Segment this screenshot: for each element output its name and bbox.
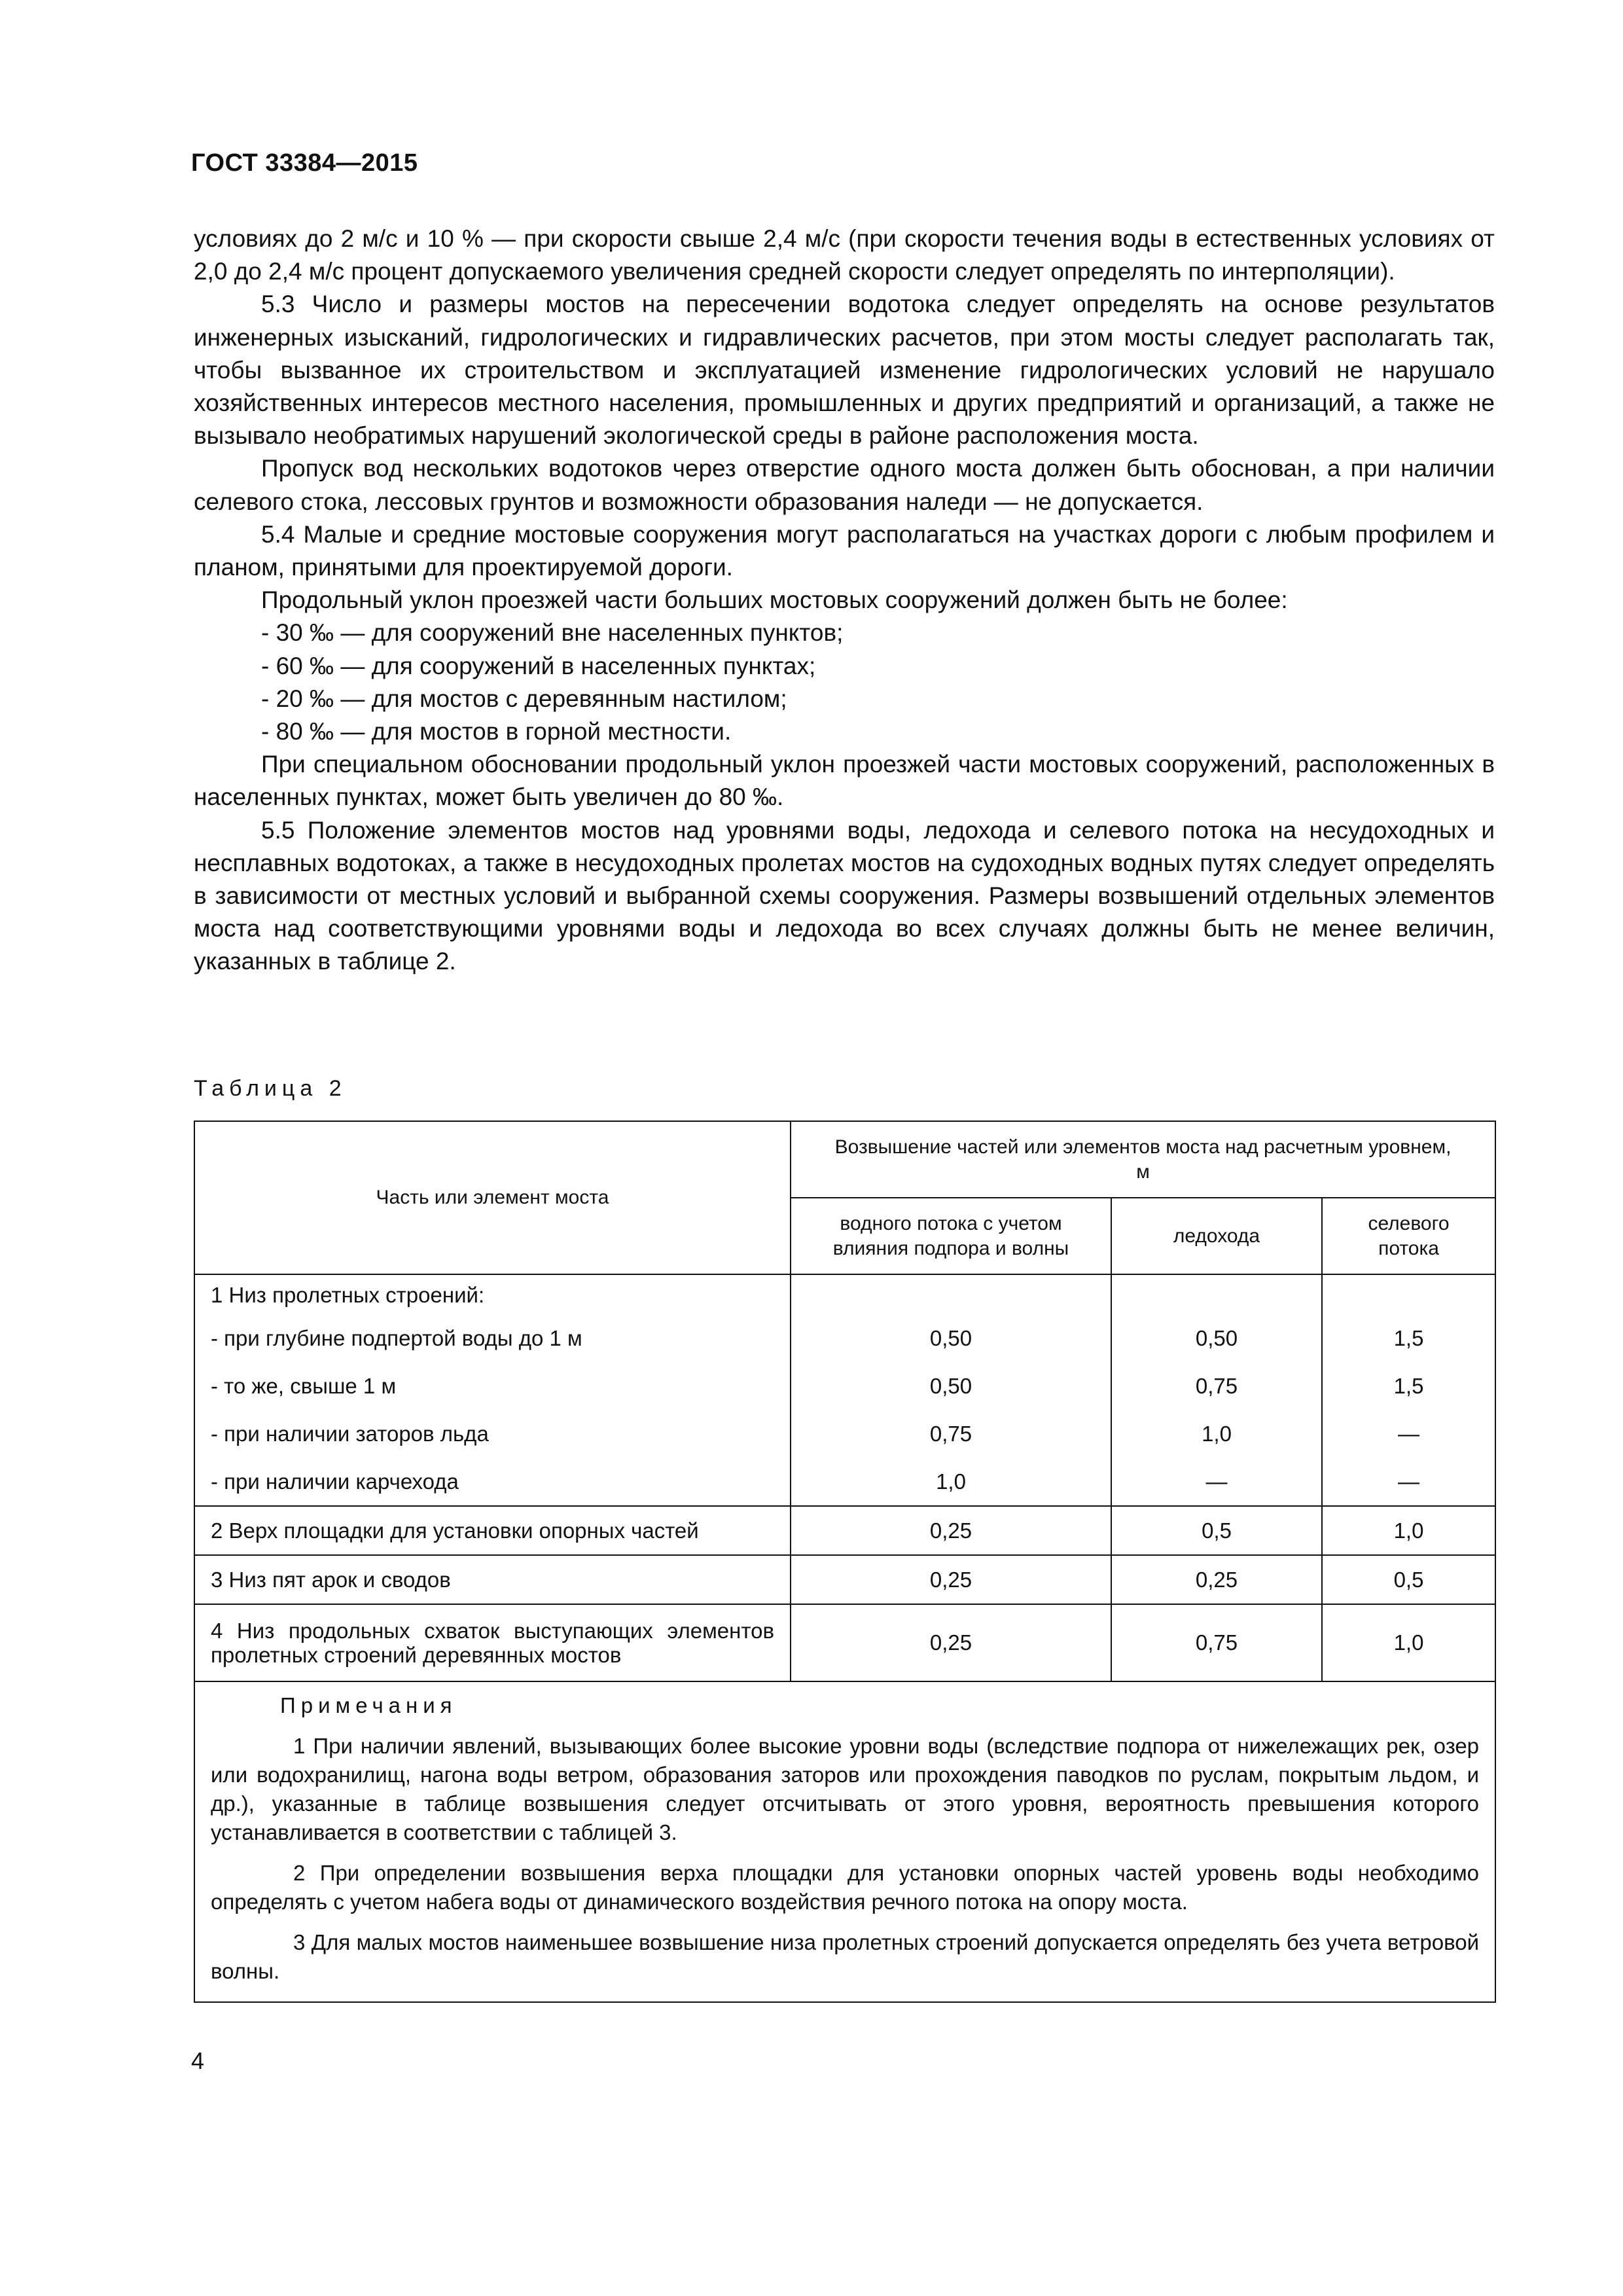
list-item: - 80 ‰ — для мостов в горной местности. bbox=[261, 718, 732, 745]
list-item: - 60 ‰ — для сооружений в населенных пунктах; bbox=[261, 652, 816, 679]
table-row bbox=[194, 1506, 1495, 1555]
cell-ice: 0,75 bbox=[1111, 1604, 1322, 1681]
paragraph: При специальном обосновании продольный уклон проезжей части мостовых сооружений, расположенных в населенных пунктах, может быть увеличен до 80 ‰. bbox=[194, 751, 1495, 811]
page-number: 4 bbox=[191, 2047, 205, 2074]
paragraph: Пропуск вод нескольких водотоков через отверстие одного моста должен быть обоснован, а при наличии селевого стока, лессовых грунтов и возможности образования наледи — не допускается. bbox=[194, 455, 1495, 515]
paragraph: Продольный уклон проезжей части больших мостовых сооружений должен быть не более: bbox=[261, 586, 1288, 614]
paragraph-5-3: 5.3 Число и размеры мостов на пересечении водотока следует определять на основе результатов инженерных изысканий, гидрологических и гидравлических расчетов, при этом мосты следует располагать так, чтобы вызванное их строительством и эксплуатацией изменение гидрологических условий не нарушало хозяйственных интересов местного населения, промышленных и других предприятий и организаций, а также не вызывало необратимых нарушений экологической среды в районе расположения моста. bbox=[194, 291, 1495, 450]
table-row bbox=[194, 1458, 1495, 1506]
header-water-flow: водного потока с учетом влияния подпора и волны bbox=[791, 1198, 1111, 1274]
note-item: 2 При определении возвышения верха площадки для установки опорных частей уровень воды необходимо определять с учетом набега воды от динамического воздействия речного потока на опору моста. bbox=[211, 1861, 1480, 1914]
table-row bbox=[194, 1604, 1495, 1681]
note-item: 1 При наличии явлений, вызывающих более высокие уровни воды (вследствие подпора от нижележащих рек, озер или водохранилищ, нагона воды ветром, образования заторов или прохождения паводков по руслам, покрытым льдом, и др.), указанные в таблице возвышения следует отсчитывать от этого уровня, вероятность превышения которого устанавливается в соответствии с таблицей 3. bbox=[211, 1734, 1480, 1844]
cell-mudflow: 1,5 bbox=[1322, 1362, 1495, 1410]
cell-ice bbox=[1111, 1274, 1322, 1314]
cell-water: 0,50 bbox=[791, 1314, 1111, 1362]
cell-mudflow: 1,0 bbox=[1322, 1604, 1495, 1681]
table-notes bbox=[194, 1681, 1495, 2002]
list-item: - 30 ‰ — для сооружений вне населенных пунктов; bbox=[261, 619, 844, 647]
list-item: - 20 ‰ — для мостов с деревянным настилом; bbox=[261, 685, 787, 712]
row-label: 1 Низ пролетных строений: bbox=[194, 1274, 791, 1314]
row-label: - при наличии заторов льда bbox=[194, 1410, 791, 1458]
document-header: ГОСТ 33384—2015 bbox=[191, 149, 418, 177]
row-label: 4 Низ продольных схваток выступающих элементов пролетных строений деревянных мостов bbox=[194, 1604, 791, 1681]
header-element: Часть или элемент моста bbox=[194, 1121, 791, 1274]
cell-mudflow: — bbox=[1322, 1410, 1495, 1458]
table-row bbox=[194, 1410, 1495, 1458]
cell-water: 0,75 bbox=[791, 1410, 1111, 1458]
cell-mudflow: — bbox=[1322, 1458, 1495, 1506]
paragraph-5-5: 5.5 Положение элементов мостов над уровнями воды, ледохода и селевого потока на несудоходных и несплавных водотоках, а также в несудоходных пролетах мостов на судоходных водных путях следует определять в зависимости от местных условий и выбранной схемы сооружения. Размеры возвышений отдельных элементов моста над соответствующими уровнями воды и ледохода во всех случаях должны быть не менее величин, указанных в таблице 2. bbox=[194, 816, 1495, 975]
cell-mudflow: 0,5 bbox=[1322, 1555, 1495, 1604]
row-label: 3 Низ пят арок и сводов bbox=[194, 1555, 791, 1604]
header-elevation-group: Возвышение частей или элементов моста над расчетным уровнем, м bbox=[791, 1121, 1495, 1198]
table-row bbox=[194, 1314, 1495, 1362]
cell-ice: 0,5 bbox=[1111, 1506, 1322, 1555]
row-label: - при глубине подпертой воды до 1 м bbox=[194, 1314, 791, 1362]
cell-ice: 1,0 bbox=[1111, 1410, 1322, 1458]
note-item: 3 Для малых мостов наименьшее возвышение низа пролетных строений допускается определять без учета ветровой волны. bbox=[211, 1930, 1480, 1983]
row-label: 2 Верх площадки для установки опорных частей bbox=[194, 1506, 791, 1555]
cell-water bbox=[791, 1274, 1111, 1314]
notes-title: Примечания bbox=[280, 1693, 457, 1717]
table-caption: Таблица 2 bbox=[194, 1076, 347, 1101]
header-ice-drift: ледохода bbox=[1111, 1198, 1322, 1274]
cell-water: 0,25 bbox=[791, 1604, 1111, 1681]
cell-ice: 0,50 bbox=[1111, 1314, 1322, 1362]
paragraph: условиях до 2 м/с и 10 % — при скорости свыше 2,4 м/с (при скорости течения воды в естественных условиях от 2,0 до 2,4 м/с процент допускаемого увеличения средней скорости следует определять по интерполяции). bbox=[194, 225, 1495, 285]
header-mudflow: селевого потока bbox=[1322, 1198, 1495, 1274]
table-row bbox=[194, 1555, 1495, 1604]
cell-ice: 0,75 bbox=[1111, 1362, 1322, 1410]
cell-water: 0,25 bbox=[791, 1555, 1111, 1604]
cell-water: 0,50 bbox=[791, 1362, 1111, 1410]
row-label: - при наличии карчехода bbox=[194, 1458, 791, 1506]
paragraph-5-4: 5.4 Малые и средние мостовые сооружения могут располагаться на участках дороги с любым профилем и планом, принятыми для проектируемой дороги. bbox=[194, 520, 1495, 581]
table-row bbox=[194, 1274, 1495, 1314]
cell-water: 0,25 bbox=[791, 1506, 1111, 1555]
body-text bbox=[194, 223, 1495, 978]
cell-water: 1,0 bbox=[791, 1458, 1111, 1506]
table-row bbox=[194, 1362, 1495, 1410]
cell-mudflow: 1,0 bbox=[1322, 1506, 1495, 1555]
table-2 bbox=[194, 1121, 1496, 2003]
cell-mudflow bbox=[1322, 1274, 1495, 1314]
cell-mudflow: 1,5 bbox=[1322, 1314, 1495, 1362]
cell-ice: — bbox=[1111, 1458, 1322, 1506]
row-label: - то же, свыше 1 м bbox=[194, 1362, 791, 1410]
cell-ice: 0,25 bbox=[1111, 1555, 1322, 1604]
